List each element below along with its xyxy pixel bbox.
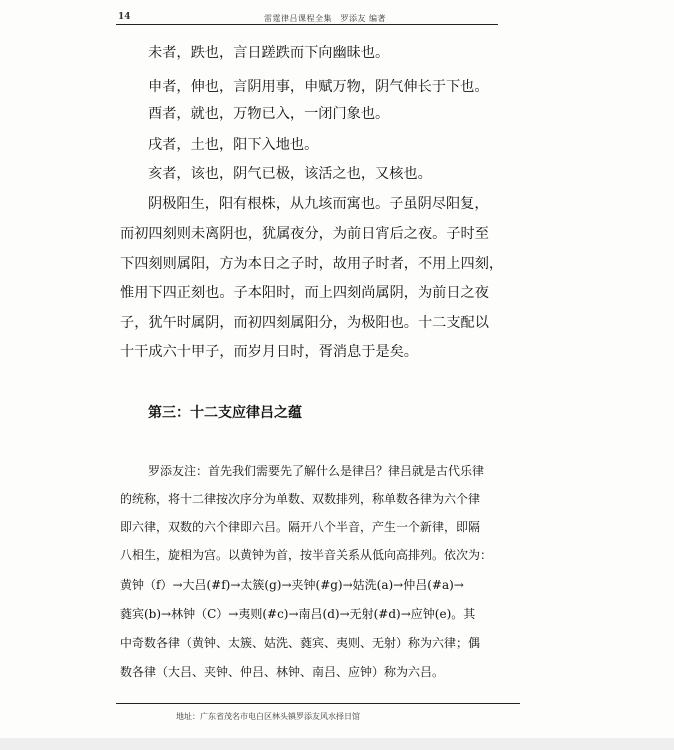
text-line: 数各律（大吕、夹钟、仲吕、林钟、南吕、应钟）称为六吕。 (120, 665, 445, 679)
page-number: 14 (118, 12, 131, 22)
text-line: 未者，跌也，言日蹉跌而下向幽昧也。 (148, 45, 390, 61)
text-line: 中奇数各律（黄钟、太簇、姑洗、蕤宾、夷则、无射）称为六律；偶 (120, 636, 481, 650)
section-title: 第三：十二支应律吕之蕴 (148, 405, 302, 421)
text-line: 罗添友注：首先我们需要先了解什么是律吕？律吕就是古代乐律 (148, 464, 485, 478)
text-line: 申者，伸也，言阴用事，申赋万物，阴气伸长于下也。 (148, 79, 489, 95)
text-line: 的统称，将十二律按次序分为单数、双数排列，称单数各律为六个律 (120, 492, 481, 506)
footer-rule (116, 703, 520, 704)
text-line: 下四刻则属阳，方为本日之子时，故用子时者，不用上四刻， (120, 256, 504, 272)
text-line: 戌者，土也，阳下入地也。 (148, 137, 319, 153)
text-line: 即六律，双数的六个律即六吕。隔开八个半音，产生一个新律，即隔 (120, 520, 481, 534)
text-line: 八相生，旋相为宫。以黄钟为首，按半音关系从低向高排列。依次为： (120, 548, 493, 562)
text-line: 蕤宾(b)→林钟（C）→夷则(#c)→南吕(d)→无射(#d)→应钟(e)。其 (120, 607, 476, 621)
footer-address: 地址：广东省茂名市电白区林头镇罗添友风水择日馆 (176, 712, 360, 721)
text-line: 惟用下四正刻也。子本阳时，而上四刻尚属阴，为前日之夜 (120, 285, 489, 301)
text-line: 黄钟（f）→大吕(#f)→太簇(g)→夹钟(#g)→姑洗(a)→仲吕(#a)→ (120, 578, 464, 592)
text-line: 亥者，该也，阴气已极，该活之也，又核也。 (148, 166, 432, 182)
running-title: 雷霆律吕课程全集 罗添友 编著 (264, 14, 387, 23)
text-line: 子，犹午时属阴，而初四刻属阳分，为极阳也。十二支配以 (120, 315, 489, 331)
text-line: 酉者，就也，万物已入，一闭门象也。 (148, 106, 390, 122)
text-line: 阴极阳生，阳有根株，从九垓而寓也。子虽阴尽阳复， (148, 196, 489, 212)
header-rule (116, 24, 498, 25)
text-line: 十干成六十甲子，而岁月日时，胥消息于是矣。 (120, 344, 418, 360)
text-line: 而初四刻则未离阴也，犹属夜分，为前日宵后之夜。子时至 (120, 226, 489, 242)
